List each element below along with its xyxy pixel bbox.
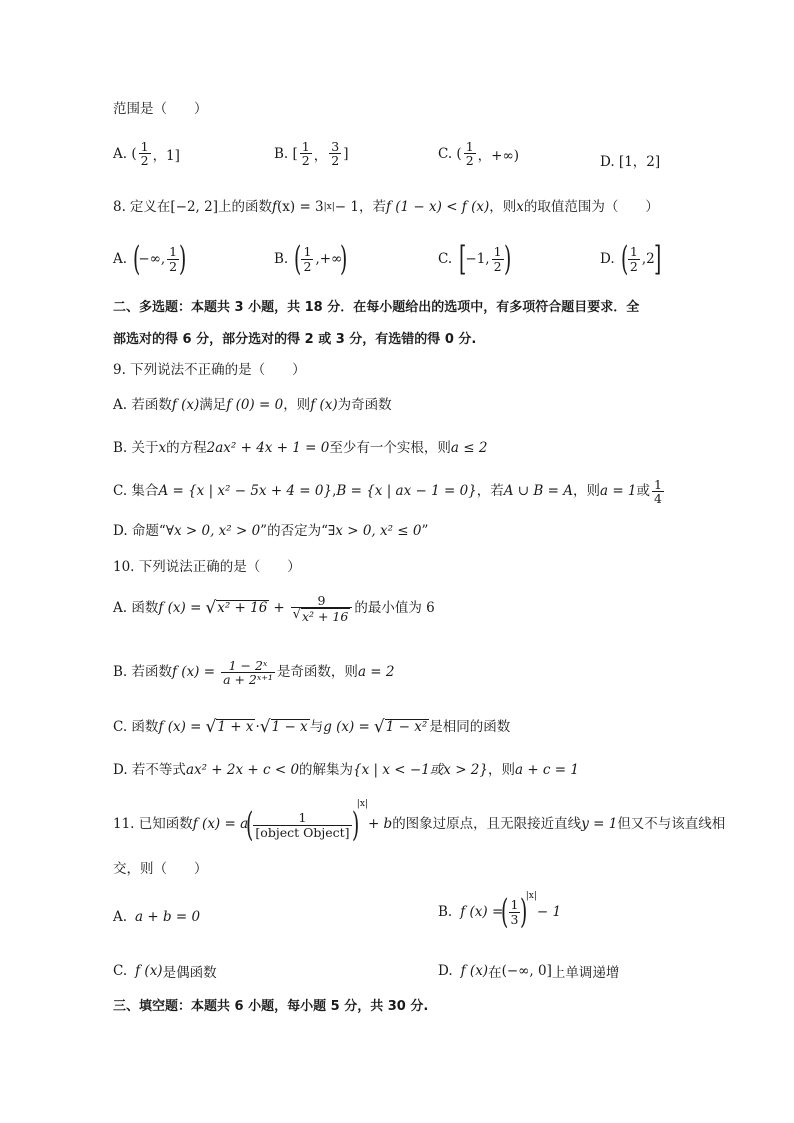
q11-option-c: C. f (x) 是偶函数 <box>113 963 217 981</box>
q10-option-c: C. 函数 f (x) = √ 1 + x · √ 1 − x 与 g (x) = √ 1 − x² 是相同的函数 <box>113 717 511 737</box>
q9-stem: 9. 下列说法不正确的是（ ） <box>113 362 306 378</box>
section-3-heading: 三、填空题：本题共 6 小题，每小题 5 分，共 30 分. <box>113 999 429 1014</box>
fraction: $\frac{1}{2}$ <box>140 139 149 169</box>
q11-option-d: D. f (x) 在 (−∞, 0] 上单调递增 <box>438 963 620 981</box>
q9-option-c: C. 集合 A = {x | x² − 5x + 4 = 0} , B = {x | ax − 1 = 0} ，若 A ∪ B = A ，则 a = 1 或 $\frac{1}{4}$ <box>113 477 662 507</box>
q7-option-d: D. [1，2] <box>600 154 661 170</box>
q7-stem-tail: 范围是（ ） <box>113 101 208 117</box>
q10-option-a: A. 函数 f (x) = √ x² + 16 + 9 √ x² + 16 的最小值为 6 <box>113 593 435 625</box>
q7-option-b: B. [ $\frac{1}{2}$ ， $\frac{3}{2}$ ] <box>274 139 349 169</box>
section-2-heading-line-2: 部选对的得 6 分，部分选对的得 2 或 3 分，有选错的得 0 分. <box>113 332 477 347</box>
q9-option-d: D. 命题“ ∀x > 0, x² > 0 ”的否定为“ ∃x > 0, x² ≤ 0 ” <box>113 523 429 539</box>
q10-option-d: D. 若不等式 ax² + 2x + c < 0 的解集为 {x | x < −1或x > 2} ，则 a + c = 1 <box>113 762 579 778</box>
q8-option-b: B. ( $\frac{1}{2}$ ,+∞ ) <box>274 239 348 279</box>
q9-option-a: A. 若函数 f (x) 满足 f (0) = 0 ，则 f (x) 为奇函数 <box>113 397 392 413</box>
q10-stem: 10. 下列说法正确的是（ ） <box>113 559 301 575</box>
q11-stem: 11. 已知函数 f (x) = a ( $\frac{1}{\text{[object Object]}}$ ) |x| + b 的图象过原点，且无限接近直线 y = 1 但又不与该直线相 <box>113 799 726 845</box>
q11-option-b: B. f (x) = ( $\frac{1}{3}$ ) |x| − 1 <box>438 891 562 932</box>
q8-stem: 8. 定义在 [−2, 2] 上的函数 f (x) = 3 |x| − 1 ，若 f (1 − x) < f (x) ，则 x 的取值范围为（ ） <box>113 199 659 215</box>
section-2-heading-line-1: 二、多选题：本题共 3 小题，共 18 分．在每小题给出的选项中，有多项符合题目要求．全 <box>113 300 640 315</box>
q8-option-c: C. [ −1, $\frac{1}{2}$ ) <box>438 239 511 279</box>
q7-option-c: C. ( $\frac{1}{2}$ ，+∞) <box>438 139 519 169</box>
q7-option-a: A. ( $\frac{1}{2}$ ，1] <box>113 139 180 169</box>
q8-option-d: D. ( $\frac{1}{2}$ ,2 ] <box>600 239 662 279</box>
q11-stem-line-2: 交，则（ ） <box>113 861 208 877</box>
q11-option-a: A. a + b = 0 <box>113 909 201 925</box>
q9-option-b: B. 关于 x 的方程 2ax² + 4x + 1 = 0 至少有一个实根，则 a ≤ 2 <box>113 440 488 456</box>
q8-option-a: A. ( −∞, $\frac{1}{2}$ ) <box>113 239 187 279</box>
q10-option-b: B. 若函数 f (x) = $\frac{\text{1 − 2ˣ}}{\text{a + 2ˣ⁺¹}}$ 是奇函数，则 a = 2 <box>113 658 395 688</box>
